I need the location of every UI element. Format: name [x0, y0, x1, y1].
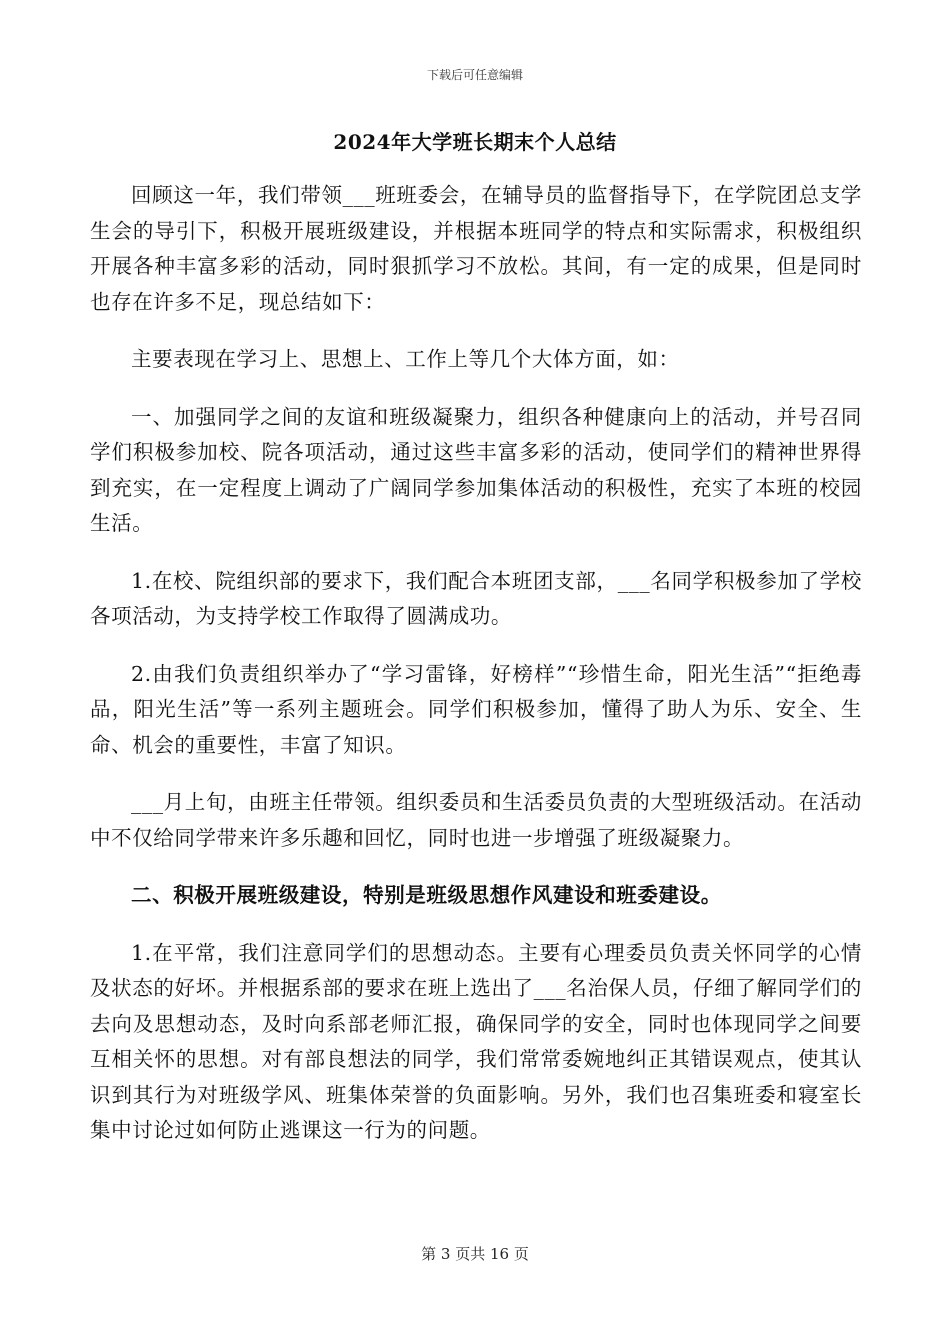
paragraph-intro: 回顾这一年，我们带领___班班委会，在辅导员的监督指导下，在学院团总支学生会的导引下，积极开展班级建设，并根据本班同学的特点和实际需求，积极组织开展各种丰富多彩的活动，同时狠抓学习不放松。其间，有一定的成果，但是同时也存在许多不足，现总结如下： [90, 183, 862, 314]
paragraph-month-activity: ___月上旬，由班主任带领。组织委员和生活委员负责的大型班级活动。在活动中不仅给同学带来许多乐趣和回忆，同时也进一步增强了班级凝聚力。 [90, 790, 862, 850]
paragraph-section-two-item-1: 1.在平常，我们注意同学们的思想动态。主要有心理委员负责关怀同学的心情及状态的好坏。并根据系部的要求在班上选出了___名治保人员，仔细了解同学们的去向及思想动态，及时向系部老师汇报，确保同学的安全，同时也体现同学之间要互相关怀的思想。对有部良想法的同学，我们常常委婉地纠正其错误观点，使其认识到其行为对班级学风、班集体荣誉的负面影响。另外，我们也召集班委和寝室长集中讨论过如何防止逃课这一行为的问题。 [90, 940, 862, 1142]
header-note: 下载后可任意编辑 [426, 68, 523, 82]
document-title: 2024年大学班长期末个人总结 [333, 130, 617, 154]
paragraph-section-one: 一、加强同学之间的友谊和班级凝聚力，组织各种健康向上的活动，并号召同学们积极参加校、院各项活动，通过这些丰富多彩的活动，使同学们的精神世界得到充实，在一定程度上调动了广阔同学参加集体活动的积极性，充实了本班的校园生活。 [90, 404, 862, 535]
section-two-heading: 二、积极开展班级建设，特别是班级思想作风建设和班委建设。 [131, 883, 722, 907]
paragraph-item-2: 2.由我们负责组织举办了“学习雷锋，好榜样”“珍惜生命，阳光生活”“拒绝毒品，阳光生活”等一系列主题班会。同学们积极参加，懂得了助人为乐、安全、生命、机会的重要性，丰富了知识。 [90, 661, 862, 757]
document-body [90, 178, 862, 1171]
paragraph-aspects: 主要表现在学习上、思想上、工作上等几个大体方面，如： [131, 347, 680, 371]
page-number: 第 3 页共 16 页 [421, 1245, 529, 1263]
paragraph-item-1: 1.在校、院组织部的要求下，我们配合本班团支部，___名同学积极参加了学校各项活动，为支持学校工作取得了圆满成功。 [90, 568, 862, 628]
